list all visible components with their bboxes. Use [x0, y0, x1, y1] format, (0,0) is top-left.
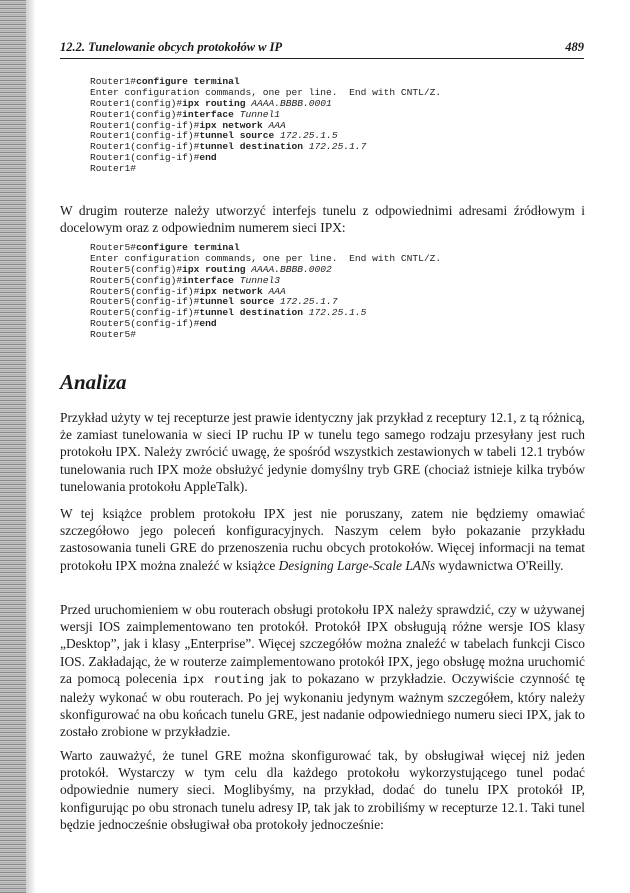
code-command: interface — [182, 274, 240, 286]
paragraph-3 — [60, 601, 585, 741]
router5-config-code — [90, 243, 560, 341]
code-prompt: Router5(config-if)# — [90, 307, 200, 319]
code-prompt: Router1(config)# — [90, 108, 183, 120]
router1-config-code — [90, 77, 560, 175]
code-line — [90, 153, 560, 164]
running-header — [60, 40, 584, 59]
code-line — [90, 319, 560, 330]
code-prompt: Router5(config-if)# — [90, 318, 200, 330]
code-line — [90, 330, 560, 341]
paragraph-2 — [60, 505, 585, 574]
code-command: ipx network — [199, 285, 269, 297]
paragraph-2-text-b: wydawnictwa O'Reilly. — [435, 557, 564, 573]
code-command: tunnel destination — [199, 307, 309, 319]
code-command: tunnel source — [199, 296, 280, 308]
code-prompt: Router5# — [90, 329, 137, 341]
code-argument: AAA — [268, 285, 286, 297]
code-argument: 172.25.1.7 — [308, 141, 367, 153]
code-command: ipx routing — [182, 263, 252, 275]
code-prompt: Enter configuration commands, one per line. End with CNTL/Z. — [90, 252, 442, 264]
code-command: ipx routing — [182, 97, 252, 109]
section-title-analiza: Analiza — [60, 370, 127, 394]
code-argument: AAAA.BBBB.0001 — [251, 97, 332, 109]
page-number: 489 — [565, 40, 584, 54]
code-line — [90, 164, 560, 175]
code-prompt: Enter configuration commands, one per line. End with CNTL/Z. — [90, 86, 442, 98]
paragraph-1: Przykład użyty w tej recepturze jest prawie identyczny jak przykład z receptury 12.1, z tą różnicą, że zamiast tunelowania w sieci IP ruchu IP w tunelu tego samego rodzaju przesyłany jest ruch protokołu IPX. Należy zwrócić uwagę, że spośród wszystkich zestawionych w tabeli 12.1 trybów tunelowania ruch IPX może obsłużyć jedynie domyślny tryb GRE (chociaż istnieje kilka trybów tunelowania protokołu AppleTalk). — [60, 410, 585, 494]
code-prompt: Router1(config)# — [90, 97, 183, 109]
page-binding-edge — [0, 0, 26, 893]
code-command: tunnel source — [199, 130, 280, 142]
code-argument: AAAA.BBBB.0002 — [251, 263, 332, 275]
code-argument: 172.25.1.7 — [280, 296, 338, 308]
inline-command: ipx routing — [182, 672, 265, 687]
code-argument: Tunnel3 — [239, 274, 281, 286]
code-prompt: Router1# — [90, 163, 137, 175]
code-command: tunnel destination — [199, 141, 309, 153]
code-prompt: Router1# — [90, 76, 137, 87]
binding-shadow — [26, 0, 36, 893]
header-section-title: 12.2. Tunelowanie obcych protokołów w IP — [60, 40, 283, 54]
code-command: end — [199, 152, 217, 164]
code-prompt: Router1(config-if)# — [90, 152, 200, 164]
code-argument: AAA — [268, 119, 286, 131]
code-command: configure terminal — [136, 76, 240, 87]
intro-paragraph: W drugim routerze należy utworzyć interfejs tunelu z odpowiednimi adresami źródłowym i docelowym oraz z odpowiednim numerem sieci IPX: — [60, 203, 585, 236]
code-argument: 172.25.1.5 — [308, 307, 367, 319]
code-command: ipx network — [199, 119, 269, 131]
book-title: Designing Large-Scale LANs — [278, 557, 436, 573]
code-argument: 172.25.1.5 — [280, 130, 338, 142]
code-prompt: Router5# — [90, 242, 137, 253]
paragraph-2-text-a: W tej książce problem protokołu IPX jest nie poruszany, zatem nie będziemy omawiać szczegółowo jego poleceń konfiguracyjnych. Naszym celem było pokazanie przykładu zastosowania tuneli GRE do przenoszenia ruchu obcych protokołów. Więcej informacji na temat protokołu IPX można znaleźć w książce — [60, 506, 585, 573]
code-argument: Tunnel1 — [239, 108, 281, 120]
code-command: end — [199, 318, 217, 330]
code-prompt: Router5(config-if)# — [90, 296, 200, 308]
code-prompt: Router5(config)# — [90, 274, 183, 286]
paragraph-3-text-b: jak to pokazano w przykładzie. Oczywiście czynność tę należy wykonać w obu routerach. Po jej wykonaniu jedynym ważnym szczegółem, który należy skonfigurować na obu końcach tunelu GRE, jest nadanie odpowiedniego numeru sieci IPX, jak to zostało zrobione w przykładzie. — [60, 670, 585, 740]
code-command: configure terminal — [136, 242, 240, 253]
code-command: interface — [182, 108, 240, 120]
code-prompt: Router5(config-if)# — [90, 285, 200, 297]
code-prompt: Router1(config-if)# — [90, 130, 200, 142]
paragraph-4: Warto zauważyć, że tunel GRE można skonfigurować tak, by obsługiwał więcej niż jeden protokół. Wystarczy w tym celu dla każdego protokołu wykorzystującego tunel podać odpowiednie numery sieci. Moglibyśmy, na przykład, dodać do tunelu IPX protokół IP, konfigurując po obu stronach tunelu adresy IP, tak jak to zrobiliśmy w recepturze 12.1. Taki tunel będzie jednocześnie obsługiwał oba protokoły jednocześnie: — [60, 748, 585, 832]
code-prompt: Router1(config-if)# — [90, 119, 200, 131]
code-prompt: Router1(config-if)# — [90, 141, 200, 153]
code-prompt: Router5(config)# — [90, 263, 183, 275]
paragraph-3-text-a: Przed uruchomieniem w obu routerach obsługi protokołu IPX należy sprawdzić, czy w używanej wersji IOS zaimplementowano ten protokół. Protokół IPX obsługują różne wersje IOS klasy „Desktop”, jak i klasy „Enterprise”. Więcej szczegółów można znaleźć w tabelach funkcji Cisco IOS. Zakładając, że w routerze zaimplementowano protokół IPX, jego obsługę można uruchomić za pomocą polecenia — [60, 602, 585, 686]
